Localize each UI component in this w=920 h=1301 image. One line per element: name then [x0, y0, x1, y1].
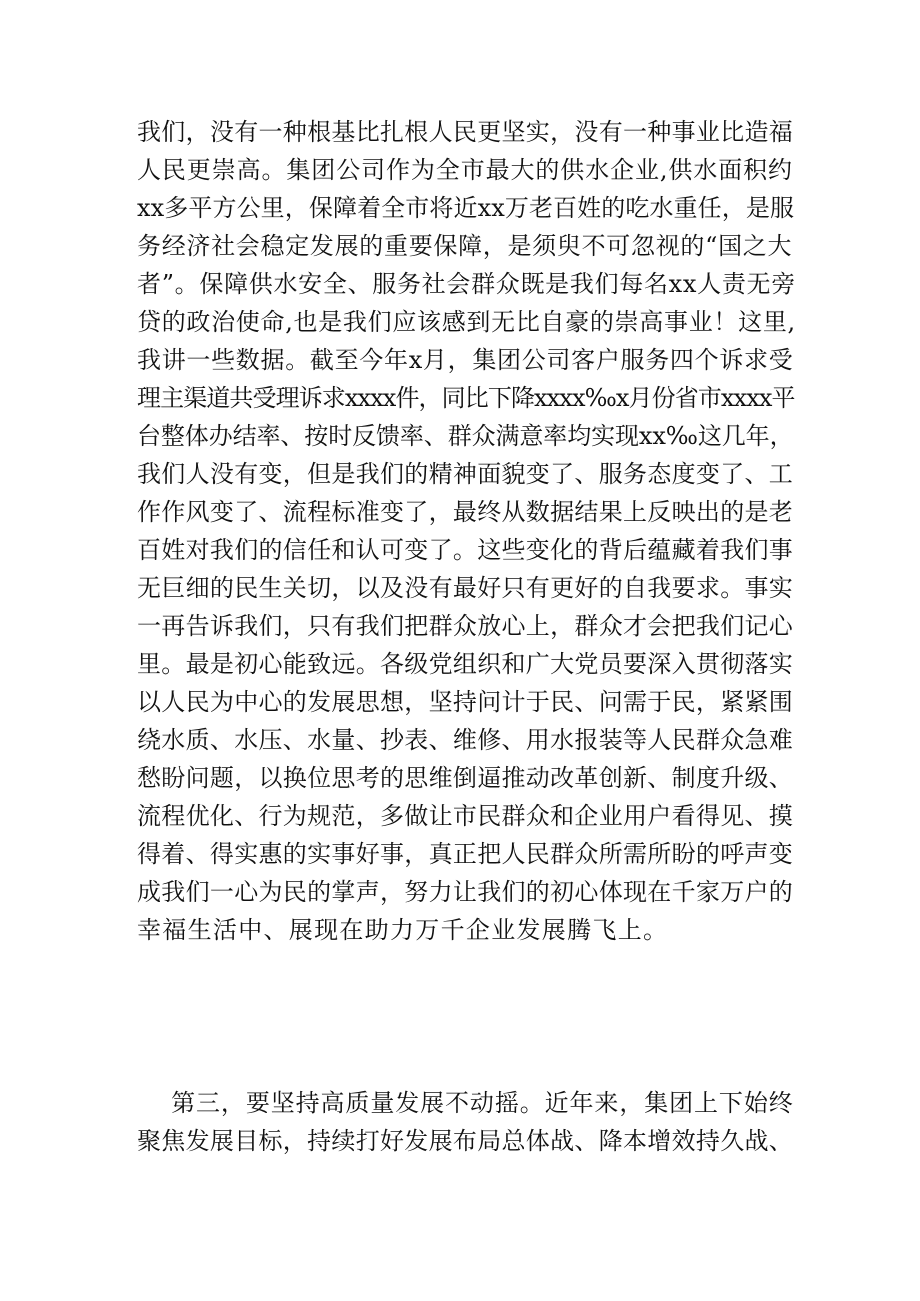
text-line: 台整体办结率、按时反馈率、群众满意率均实现xx‰这几年，: [137, 422, 794, 450]
text-line: 无巨细的民生关切，以及没有最好只有更好的自我要求。事实: [137, 574, 794, 602]
text-line: xx多平方公里，保障着全市将近xx万老百姓的吃水重任，是服: [137, 194, 795, 222]
text-line: 一再告诉我们，只有我们把群众放心上，群众才会把我们记心: [137, 612, 794, 640]
text-line: 成我们一心为民的掌声，努力让我们的初心体现在千家万户的: [137, 878, 794, 906]
text-line: 幸福生活中、展现在助力万千企业发展腾飞上。: [137, 916, 669, 944]
text-line: 我们，没有一种根基比扎根人民更坚实，没有一种事业比造福: [137, 118, 794, 146]
text-line: 聚焦发展目标，持续打好发展布局总体战、降本增效持久战、: [137, 1127, 794, 1155]
text-line: 得着、得实惠的实事好事，真正把人民群众所需所盼的呼声变: [137, 840, 794, 868]
text-line: 人民更崇高。集团公司作为全市最大的供水企业,供水面积约: [137, 156, 793, 184]
text-line: 我讲一些数据。截至今年x月，集团公司客户服务四个诉求受: [137, 346, 794, 374]
text-line: 理主渠道共受理诉求xxxx件，同比下降xxxx‰x月份省市xxxx平: [137, 384, 795, 412]
body-paragraph-1: [137, 113, 797, 949]
text-line: 我们人没有变，但是我们的精神面貌变了、服务态度变了、工: [137, 460, 794, 488]
text-line: 以人民为中心的发展思想，坚持问计于民、问需于民，紧紧围: [137, 688, 794, 716]
text-line: 流程优化、行为规范，多做让市民群众和企业用户看得见、摸: [137, 802, 794, 830]
text-line: 第三，要坚持高质量发展不动摇。近年来，集团上下始终: [137, 1089, 794, 1117]
text-line: 贷的政治使命,也是我们应该感到无比自豪的崇高事业！这里,: [137, 308, 796, 336]
text-line: 务经济社会稳定发展的重要保障，是须臾不可忽视的“国之大: [137, 232, 793, 260]
text-line: 愁盼问题，以换位思考的思维倒逼推动改革创新、制度升级、: [137, 764, 794, 792]
body-paragraph-2: [137, 1084, 797, 1160]
text-line: 百姓对我们的信任和认可变了。这些变化的背后蕴藏着我们事: [137, 536, 794, 564]
text-line: 里。最是初心能致远。各级党组织和广大党员要深入贯彻落实: [137, 650, 794, 678]
text-line: 者”。保障供水安全、服务社会群众既是我们每名xx人责无旁: [137, 270, 796, 298]
text-line: 作作风变了、流程标准变了，最终从数据结果上反映出的是老: [137, 498, 794, 526]
text-line: 绕水质、水压、水量、抄表、维修、用水报装等人民群众急难: [137, 726, 794, 754]
